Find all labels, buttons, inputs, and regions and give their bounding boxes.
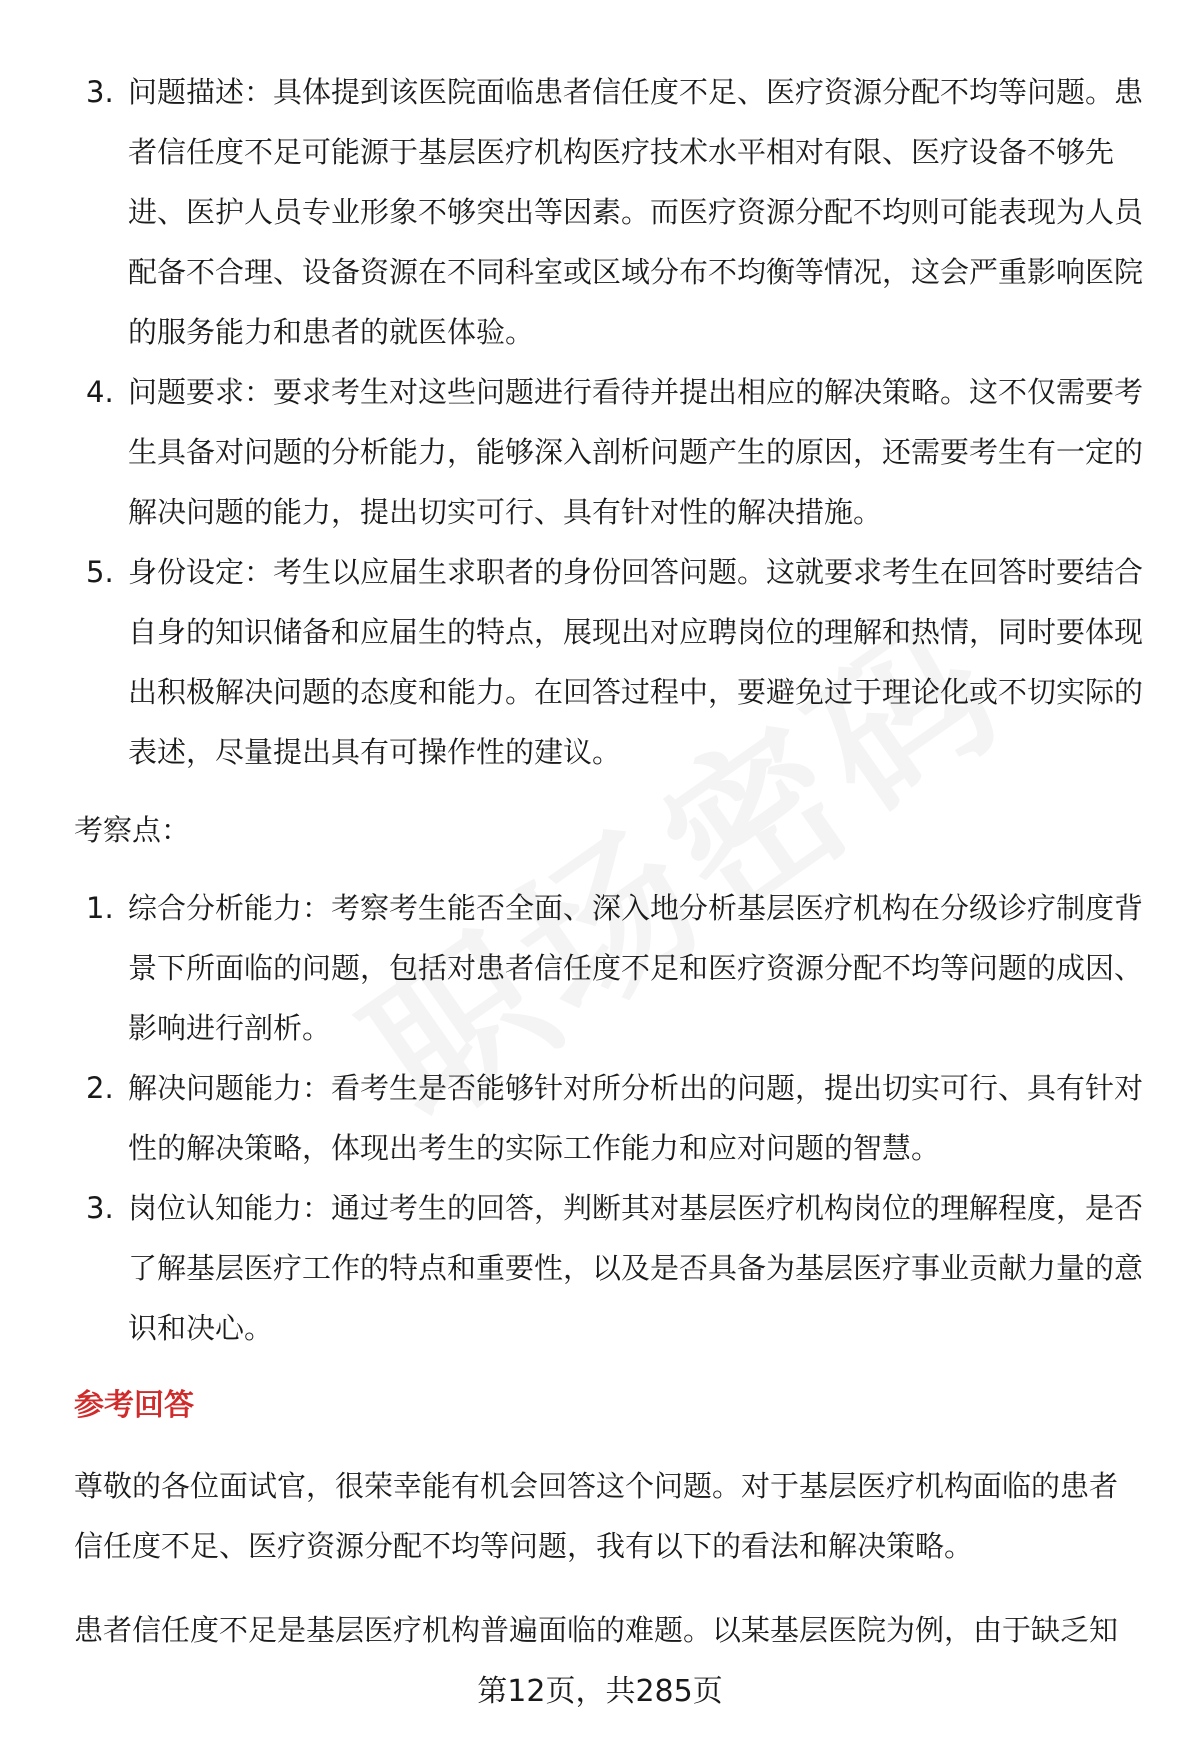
assessment-points-list: [74, 878, 1144, 1358]
list-number: 3.: [86, 1191, 114, 1225]
list-text: 问题描述：具体提到该医院面临患者信任度不足、医疗资源分配不均等问题。患者信任度不足可能源于基层医疗机构医疗技术水平相对有限、医疗设备不够先进、医护人员专业形象不够突出等因素。而医疗资源分配不均则可能表现为人员配备不合理、设备资源在不同科室或区域分布不均衡等情况，这会严重影响医院的服务能力和患者的就医体验。: [128, 75, 1144, 349]
reference-answer-heading: 参考回答: [74, 1388, 194, 1423]
list-text: 解决问题能力：看考生是否能够针对所分析出的问题，提出切实可行、具有针对性的解决策略，体现出考生的实际工作能力和应对问题的智慧。: [128, 1071, 1144, 1165]
list-number: 4.: [86, 375, 114, 409]
list-number: 5.: [86, 555, 114, 589]
answer-paragraph: 患者信任度不足是基层医疗机构普遍面临的难题。以某基层医院为例，由于缺乏知: [74, 1613, 1119, 1647]
list-item: [74, 362, 1144, 542]
list-text: 岗位认知能力：通过考生的回答，判断其对基层医疗机构岗位的理解程度，是否了解基层医疗工作的特点和重要性，以及是否具备为基层医疗事业贡献力量的意识和决心。: [128, 1191, 1144, 1345]
list-item: [74, 1178, 1144, 1358]
list-text: 问题要求：要求考生对这些问题进行看待并提出相应的解决策略。这不仅需要考生具备对问题的分析能力，能够深入剖析问题产生的原因，还需要考生有一定的解决问题的能力，提出切实可行、具有针对性的解决措施。: [128, 375, 1144, 529]
answer-paragraph: 尊敬的各位面试官，很荣幸能有机会回答这个问题。对于基层医疗机构面临的患者信任度不足、医疗资源分配不均等问题，我有以下的看法和解决策略。: [74, 1469, 1119, 1563]
list-item: [74, 542, 1144, 782]
problem-analysis-list: [74, 62, 1144, 782]
document-body: [74, 62, 1144, 1684]
page-number: 第12页，共285页: [477, 1674, 723, 1709]
list-item: [74, 1058, 1144, 1178]
section-heading-assessment: 考察点：: [74, 813, 191, 847]
list-number: 3.: [86, 75, 114, 109]
list-text: 身份设定：考生以应届生求职者的身份回答问题。这就要求考生在回答时要结合自身的知识储备和应届生的特点，展现出对应聘岗位的理解和热情，同时要体现出积极解决问题的态度和能力。在回答过程中，要避免过于理论化或不切实际的表述，尽量提出具有可操作性的建议。: [128, 555, 1144, 769]
list-text: 综合分析能力：考察考生能否全面、深入地分析基层医疗机构在分级诊疗制度背景下所面临的问题，包括对患者信任度不足和医疗资源分配不均等问题的成因、影响进行剖析。: [128, 891, 1144, 1045]
list-number: 1.: [86, 891, 114, 925]
list-number: 2.: [86, 1071, 114, 1105]
list-item: [74, 878, 1144, 1058]
list-item: [74, 62, 1144, 362]
